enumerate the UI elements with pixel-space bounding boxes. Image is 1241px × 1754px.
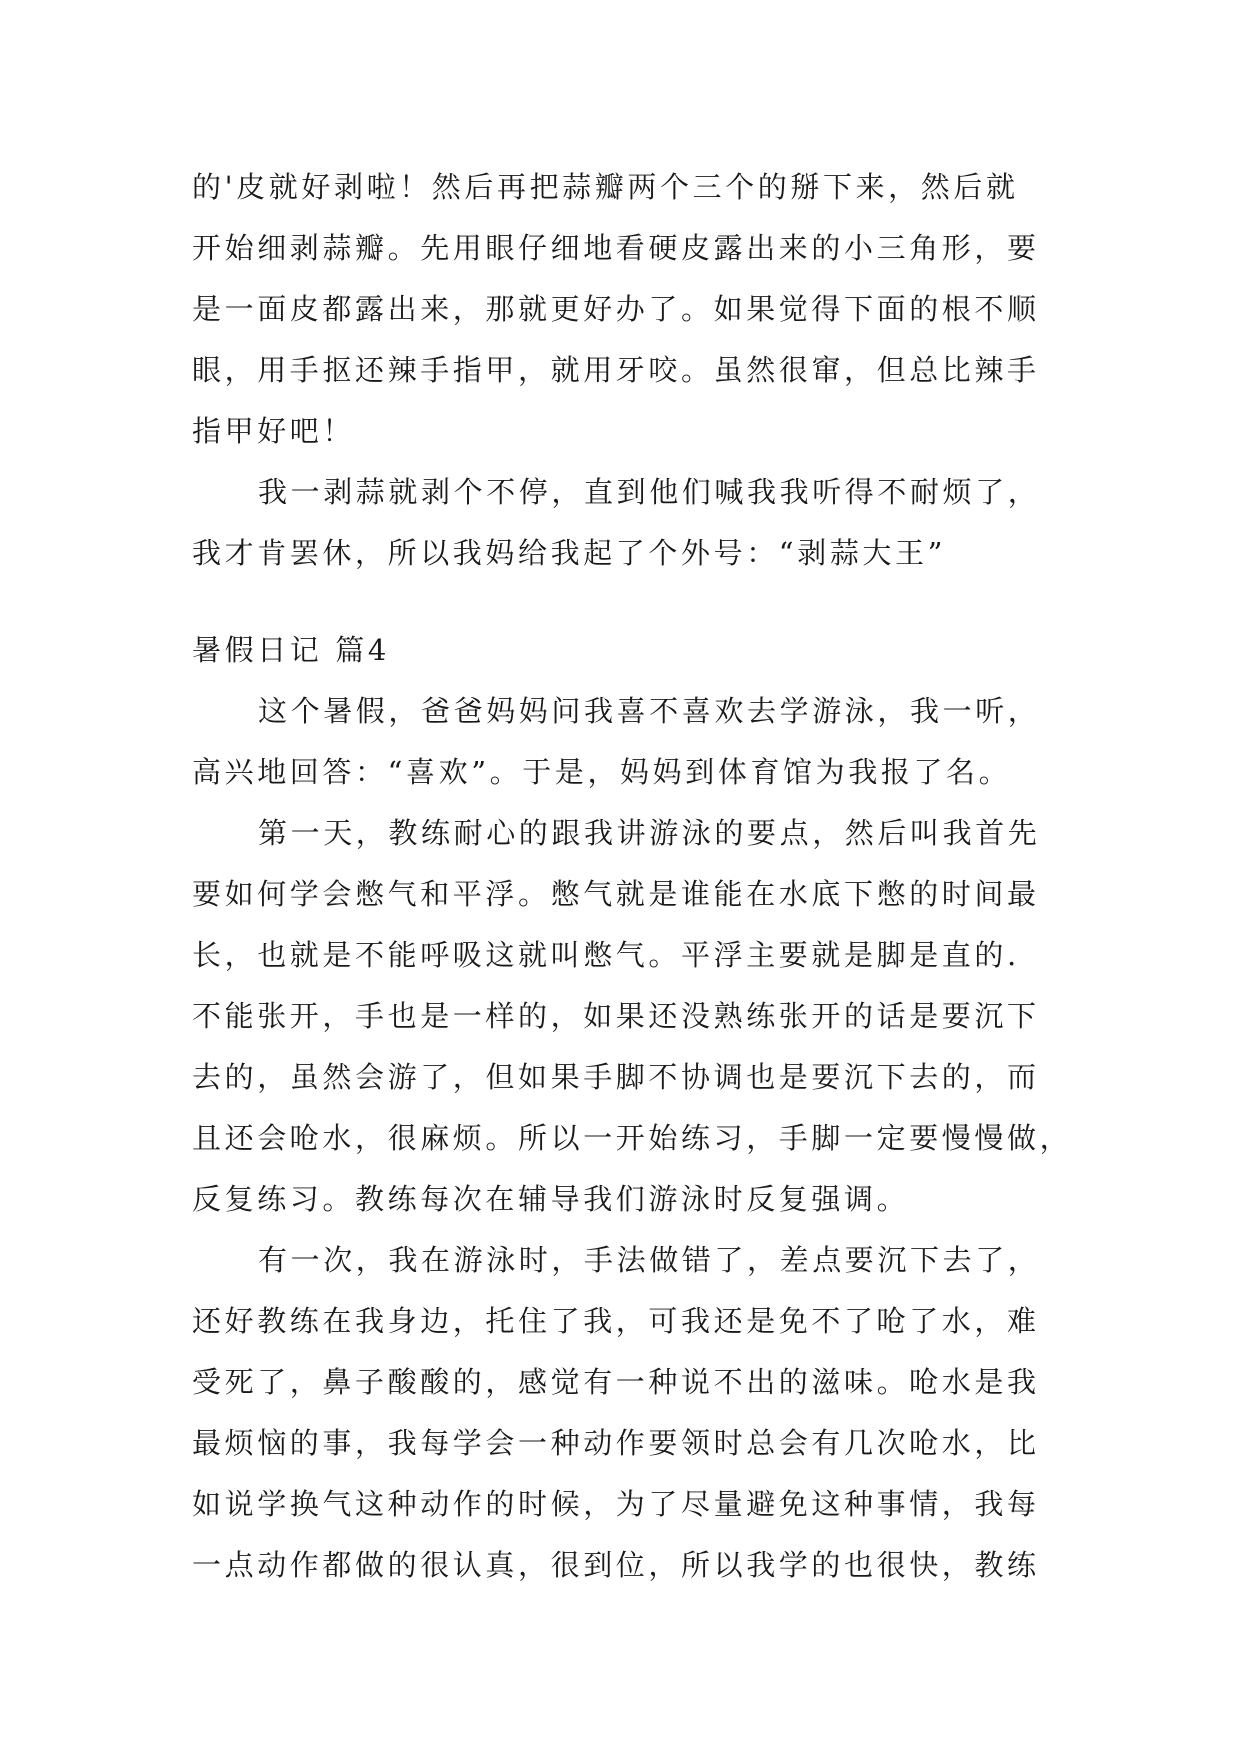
paragraph-line: 长，也就是不能呼吸这就叫憋气。平浮主要就是脚是直的.: [192, 938, 1020, 972]
paragraph-line: 不能张开，手也是一样的，如果还没熟练张开的话是要沉下: [192, 999, 1040, 1033]
paragraph-line: 要如何学会憋气和平浮。憋气就是谁能在水底下憋的时间最: [192, 877, 1040, 911]
paragraph-line: 第一天，教练耐心的跟我讲游泳的要点，然后叫我首先: [258, 816, 1041, 850]
paragraph-line: 如说学换气这种动作的时候，为了尽量避免这种事情，我每: [192, 1487, 1040, 1521]
paragraph-line: 且还会呛水，很麻烦。所以一开始练习，手脚一定要慢慢做，: [192, 1121, 1073, 1155]
paragraph-line: 眼，用手抠还辣手指甲，就用牙咬。虽然很窜，但总比辣手: [192, 353, 1040, 387]
paragraph-line: 受死了，鼻子酸酸的，感觉有一种说不出的滋味。呛水是我: [192, 1365, 1040, 1399]
continuation-text: [192, 157, 1052, 584]
paragraph-line: 开始细剥蒜瓣。先用眼仔细地看硬皮露出来的小三角形，要: [192, 231, 1040, 265]
paragraph-line: 是一面皮都露出来，那就更好办了。如果觉得下面的根不顺: [192, 292, 1040, 326]
paragraph-line: 去的，虽然会游了，但如果手脚不协调也是要沉下去的，而: [192, 1060, 1040, 1094]
paragraph-line: 最烦恼的事，我每学会一种动作要领时总会有几次呛水，比: [192, 1426, 1040, 1460]
section-title: 暑假日记 篇4: [192, 633, 390, 667]
paragraph-line: 还好教练在我身边，托住了我，可我还是免不了呛了水，难: [192, 1304, 1040, 1338]
paragraph-line: 反复练习。教练每次在辅导我们游泳时反复强调。: [192, 1182, 910, 1216]
paragraph-line: 我才肯罢休，所以我妈给我起了个外号：“剥蒜大王”: [192, 536, 947, 570]
diary-entry-4: [192, 620, 1073, 1596]
paragraph-line: 指甲好吧！: [192, 414, 356, 448]
paragraph-line: 有一次，我在游泳时，手法做错了，差点要沉下去了，: [258, 1243, 1041, 1277]
paragraph-line: 一点动作都做的很认真，很到位，所以我学的也很快，教练: [192, 1548, 1040, 1582]
paragraph-line: 这个暑假，爸爸妈妈问我喜不喜欢去学游泳，我一听，: [258, 694, 1041, 728]
paragraph-line: 高兴地回答：“喜欢”。于是，妈妈到体育馆为我报了名。: [192, 755, 1012, 789]
paragraph-line: 的'皮就好剥啦！然后再把蒜瓣两个三个的掰下来，然后就: [192, 170, 1019, 204]
paragraph-line: 我一剥蒜就剥个不停，直到他们喊我我听得不耐烦了，: [258, 475, 1041, 509]
